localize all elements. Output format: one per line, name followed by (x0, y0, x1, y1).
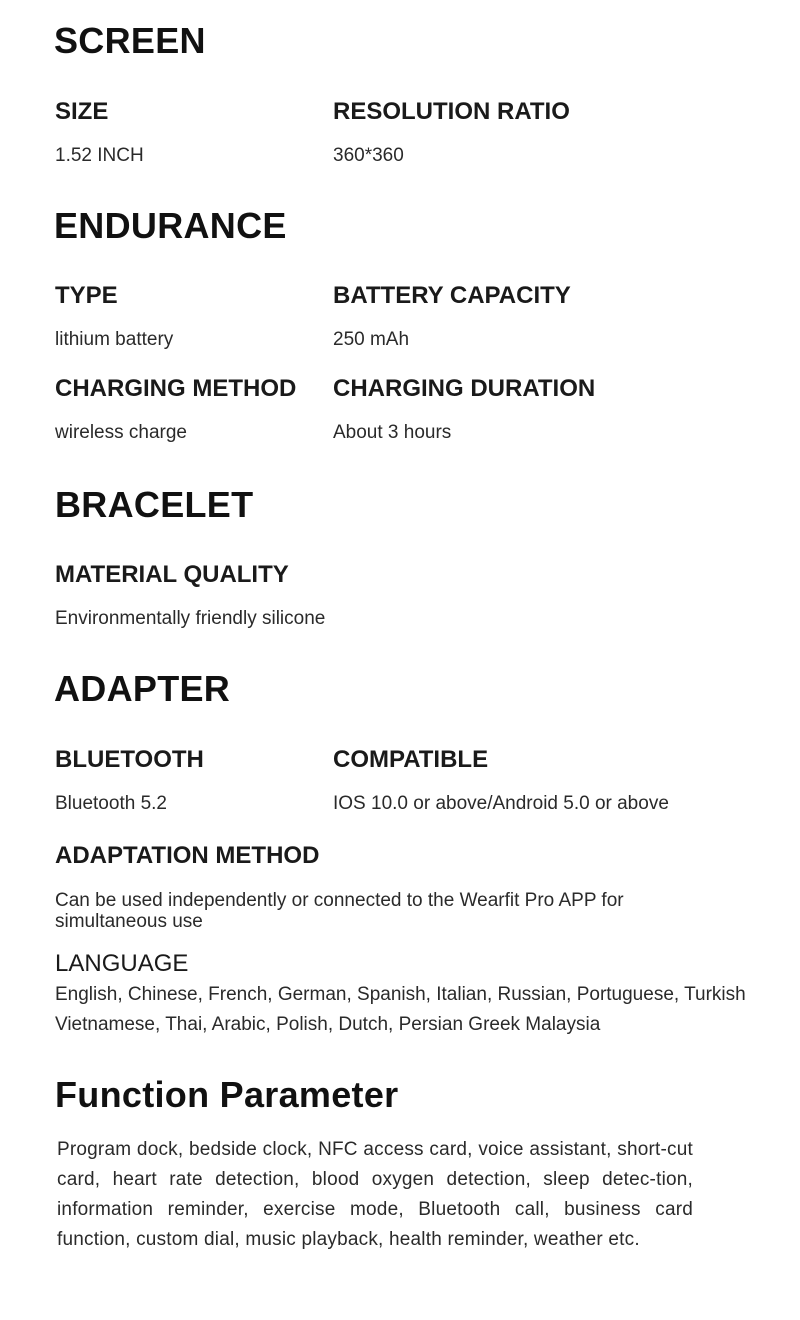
material-quality-value: Environmentally friendly silicone (55, 608, 326, 629)
language-value: English, Chinese, French, German, Spanish, Italian, Russian, Portuguese, Turkish Vietnamese, Thai, Arabic, Polish, Dutch, Persian Greek Malaysia (55, 984, 746, 1035)
compatible-label: COMPATIBLE (333, 746, 489, 773)
bluetooth-value: Bluetooth 5.2 (55, 793, 167, 814)
resolution-value: 360*360 (333, 145, 404, 166)
language-label: LANGUAGE (55, 950, 189, 977)
adaptation-method-label: ADAPTATION METHOD (55, 842, 320, 869)
function-parameter-text: Program dock, bedside clock, NFC access card, voice assistant, short-cut card, heart rate detection, blood oxygen detection, sleep detec-tion, information reminder, exercise mode, Bluetooth call, business card function, custom dial, music playback, health reminder, weather etc. (57, 1139, 693, 1250)
section-title-endurance: ENDURANCE (54, 205, 287, 246)
charging-duration-value: About 3 hours (333, 422, 452, 443)
size-label: SIZE (55, 98, 109, 125)
size-value: 1.52 INCH (55, 145, 144, 166)
type-label: TYPE (55, 282, 118, 309)
charging-duration-label: CHARGING DURATION (333, 375, 596, 402)
material-quality-label: MATERIAL QUALITY (55, 561, 289, 588)
section-title-bracelet: BRACELET (55, 484, 254, 525)
battery-capacity-value: 250 mAh (333, 329, 410, 350)
resolution-label: RESOLUTION RATIO (333, 98, 570, 125)
adaptation-method-value: Can be used independently or connected to the Wearfit Pro APP for simultaneous use (55, 890, 624, 932)
type-value: lithium battery (55, 329, 174, 350)
charging-method-value: wireless charge (55, 422, 187, 443)
charging-method-label: CHARGING METHOD (55, 375, 297, 402)
compatible-value: IOS 10.0 or above/Android 5.0 or above (333, 793, 669, 814)
section-title-function-parameter: Function Parameter (55, 1074, 399, 1115)
section-title-screen: SCREEN (54, 20, 206, 61)
section-title-adapter: ADAPTER (54, 668, 231, 709)
battery-capacity-label: BATTERY CAPACITY (333, 282, 571, 309)
bluetooth-label: BLUETOOTH (55, 746, 204, 773)
